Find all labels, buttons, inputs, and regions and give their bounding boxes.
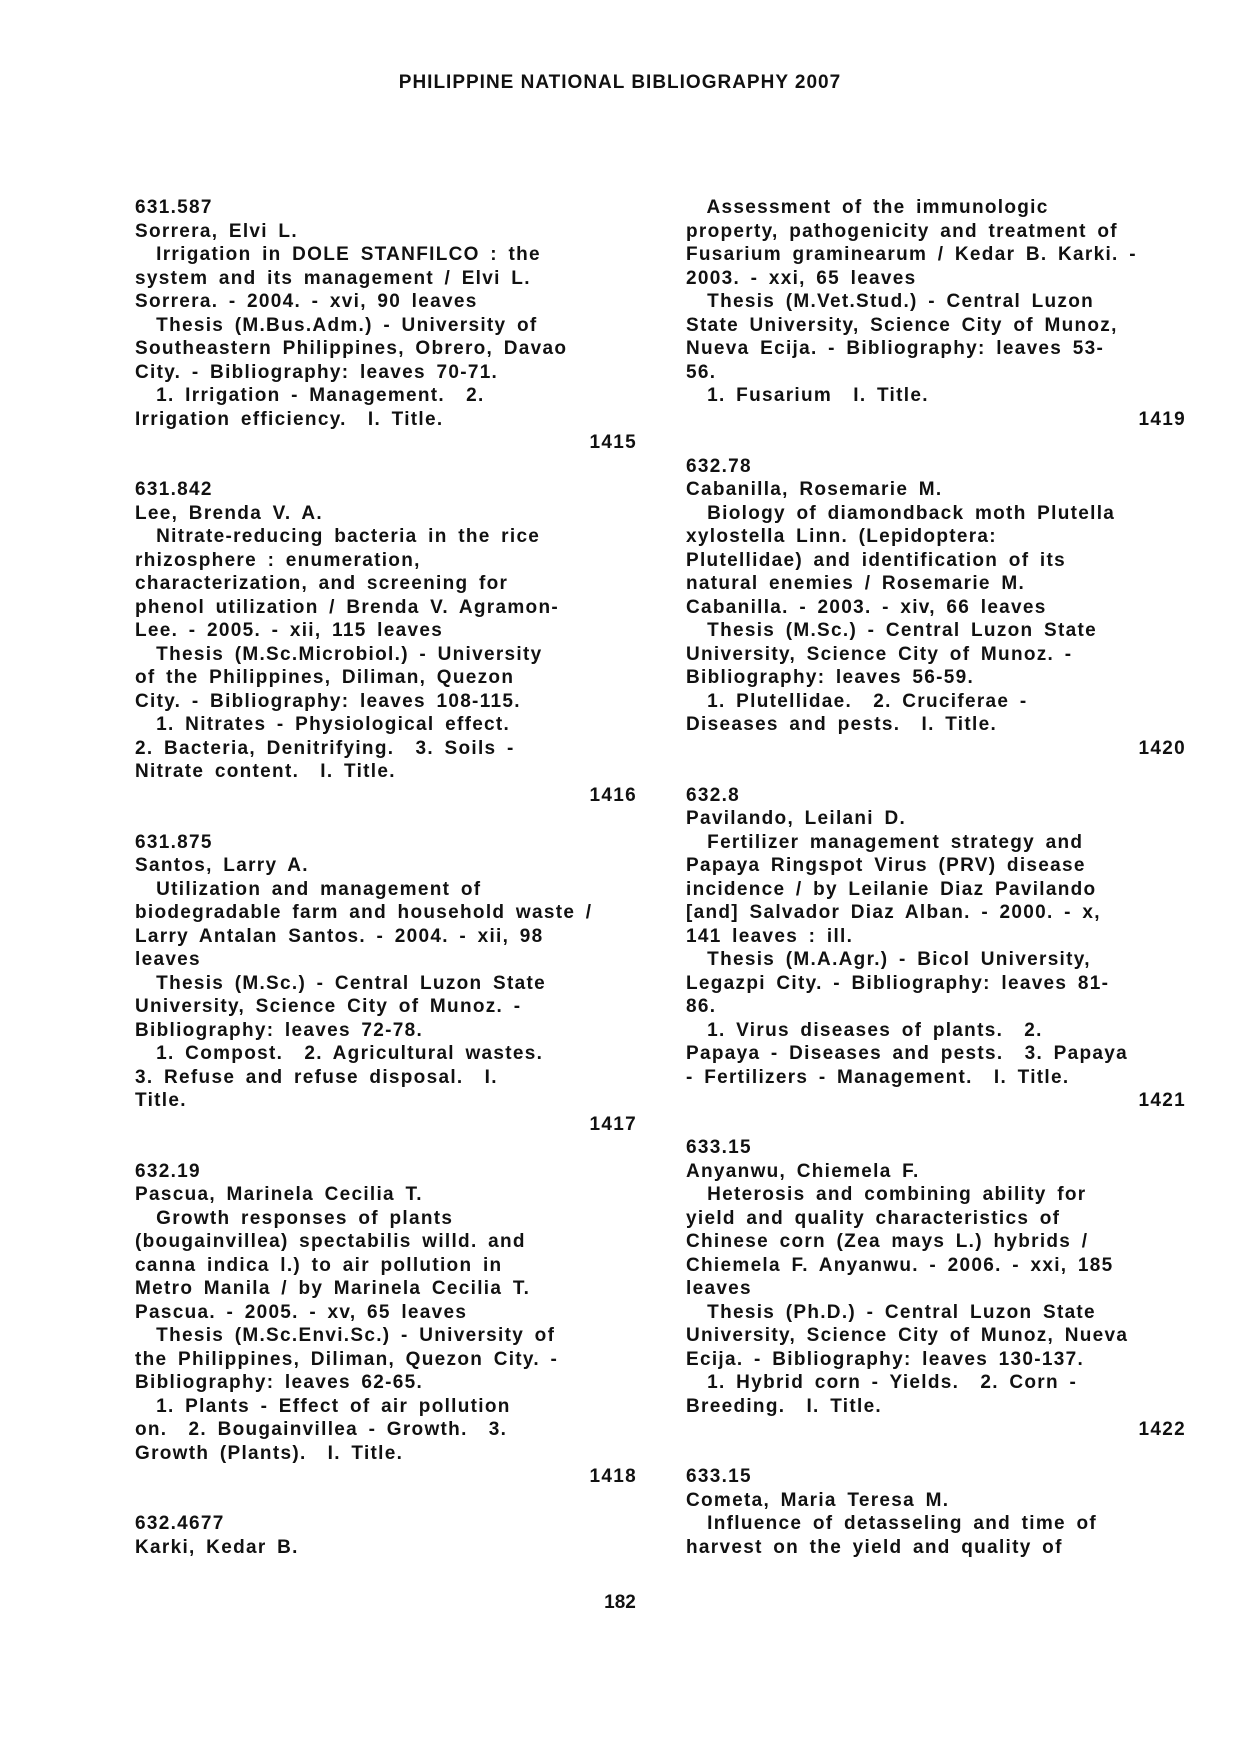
entry-line: Thesis (M.A.Agr.) - Bicol University, xyxy=(686,949,1091,970)
entry-line: 1. Nitrates - Physiological effect. xyxy=(135,714,511,735)
entry-line: Sorrera, Elvi L. xyxy=(135,220,298,242)
entry-line: [and] Salvador Diaz Alban. - 2000. - x, xyxy=(686,902,1101,923)
entry-number: 1422 xyxy=(1138,1419,1186,1440)
entry-line: Bibliography: leaves 72-78. xyxy=(135,1019,424,1041)
entry-line: Pascua, Marinela Cecilia T. xyxy=(135,1184,423,1205)
entry-line: Bibliography: leaves 62-65. xyxy=(135,1372,424,1393)
entry-number: 1416 xyxy=(589,784,637,806)
entry-line: incidence / by Leilanie Diaz Pavilando xyxy=(686,878,1097,900)
entry-line: Nitrate content. I. Title. xyxy=(135,761,396,782)
entry-line: the Philippines, Diliman, Quezon City. - xyxy=(135,1348,559,1370)
entry-line: University, Science City of Munoz. - xyxy=(686,643,1073,665)
bibliography-entry xyxy=(686,784,1186,1113)
bibliography-entry xyxy=(686,1465,1186,1559)
entry-line: Fertilizer management strategy and xyxy=(686,831,1084,853)
entry-line: Breeding. I. Title. xyxy=(686,1395,883,1417)
entry-line: 3. Refuse and refuse disposal. I. xyxy=(135,1066,498,1088)
entry-line: City. - Bibliography: leaves 70-71. xyxy=(135,361,499,383)
entry-line: 631.875 xyxy=(135,831,213,853)
entry-line: Growth responses of plants xyxy=(135,1207,454,1229)
entry-line: Title. xyxy=(135,1090,187,1111)
entry-line: Sorrera. - 2004. - xvi, 90 leaves xyxy=(135,291,478,312)
entry-line: Bibliography: leaves 56-59. xyxy=(686,667,975,688)
entry-line: Cometa, Maria Teresa M. xyxy=(686,1489,950,1511)
entry-line: Pascua. - 2005. - xv, 65 leaves xyxy=(135,1301,468,1323)
entry-line: harvest on the yield and quality of xyxy=(686,1536,1063,1558)
entry-line: 1. Fusarium I. Title. xyxy=(686,385,929,406)
entry-line: Santos, Larry A. xyxy=(135,855,309,876)
entry-line: Diseases and pests. I. Title. xyxy=(686,714,998,735)
entry-number: 1421 xyxy=(1138,1090,1186,1111)
entry-line: rhizosphere : enumeration, xyxy=(135,549,421,571)
entry-line: leaves xyxy=(686,1278,752,1299)
entry-line: canna indica l.) to air pollution in xyxy=(135,1254,503,1276)
entry-line: leaves xyxy=(135,949,201,970)
entry-line: yield and quality characteristics of xyxy=(686,1207,1061,1229)
entry-line: Assessment of the immunologic xyxy=(686,197,1049,218)
entry-line: 632.8 xyxy=(686,784,741,806)
bibliography-entry xyxy=(686,196,1186,431)
entry-line: Utilization and management of xyxy=(135,878,482,900)
right-column xyxy=(686,196,1186,1583)
entry-line: Cabanilla, Rosemarie M. xyxy=(686,479,943,500)
entry-line: Chiemela F. Anyanwu. - 2006. - xxi, 185 xyxy=(686,1254,1114,1276)
bibliography-entry xyxy=(135,1512,637,1559)
entry-line: 633.15 xyxy=(686,1137,752,1158)
entry-number: 1418 xyxy=(589,1466,637,1487)
entry-line: 2003. - xxi, 65 leaves xyxy=(686,267,917,289)
entry-line: University, Science City of Munoz, Nueva xyxy=(686,1325,1129,1346)
entry-line: 86. xyxy=(686,996,717,1017)
entry-line: Larry Antalan Santos. - 2004. - xii, 98 xyxy=(135,925,544,947)
entry-line: Chinese corn (Zea mays L.) hybrids / xyxy=(686,1231,1089,1252)
entry-line: Thesis (M.Sc.Microbiol.) - University xyxy=(135,643,543,665)
entry-line: Anyanwu, Chiemela F. xyxy=(686,1160,920,1182)
entry-line: Papaya - Diseases and pests. 3. Papaya xyxy=(686,1043,1129,1064)
entry-line: State University, Science City of Munoz, xyxy=(686,314,1118,336)
entry-line: biodegradable farm and household waste / xyxy=(135,902,593,923)
entry-line: Metro Manila / by Marinela Cecilia T. xyxy=(135,1278,531,1299)
entry-line: 56. xyxy=(686,361,717,383)
entry-line: Papaya Ringspot Virus (PRV) disease xyxy=(686,855,1086,876)
entry-line: Thesis (M.Sc.) - Central Luzon State xyxy=(686,620,1097,641)
entry-line: Growth (Plants). I. Title. xyxy=(135,1442,404,1464)
entry-line: 632.19 xyxy=(135,1160,201,1182)
entry-line: (bougainvillea) spectabilis willd. and xyxy=(135,1231,526,1252)
entry-line: 1. Compost. 2. Agricultural wastes. xyxy=(135,1043,544,1064)
entry-number: 1415 xyxy=(589,432,637,453)
entry-line: City. - Bibliography: leaves 108-115. xyxy=(135,690,521,712)
entry-line: Lee. - 2005. - xii, 115 leaves xyxy=(135,620,444,641)
entry-line: 631.842 xyxy=(135,479,213,500)
page-header: PHILIPPINE NATIONAL BIBLIOGRAPHY 2007 xyxy=(398,72,842,93)
entry-line: 1. Irrigation - Management. 2. xyxy=(135,385,485,406)
entry-line: Southeastern Philippines, Obrero, Davao xyxy=(135,338,568,359)
entry-line: Cabanilla. - 2003. - xiv, 66 leaves xyxy=(686,596,1047,618)
entry-number: 1419 xyxy=(1138,408,1186,430)
entry-line: 1. Hybrid corn - Yields. 2. Corn - xyxy=(686,1372,1078,1393)
entry-line: Influence of detasseling and time of xyxy=(686,1513,1098,1534)
entry-line: natural enemies / Rosemarie M. xyxy=(686,573,1026,594)
entry-line: Thesis (M.Sc.) - Central Luzon State xyxy=(135,972,546,994)
entry-line: Thesis (Ph.D.) - Central Luzon State xyxy=(686,1301,1096,1323)
entry-line: phenol utilization / Brenda V. Agramon- xyxy=(135,596,559,618)
page-number: 182 xyxy=(604,1592,636,1613)
entry-number: 1417 xyxy=(589,1113,637,1135)
entry-line: - Fertilizers - Management. I. Title. xyxy=(686,1066,1070,1088)
entry-line: 1. Virus diseases of plants. 2. xyxy=(686,1019,1043,1041)
entry-line: 1. Plutellidae. 2. Cruciferae - xyxy=(686,690,1028,712)
entry-number: 1420 xyxy=(1138,737,1186,759)
entry-line: characterization, and screening for xyxy=(135,573,509,594)
entry-line: Fusarium graminearum / Kedar B. Karki. - xyxy=(686,244,1137,265)
entry-line: Thesis (M.Sc.Envi.Sc.) - University of xyxy=(135,1325,556,1346)
left-column xyxy=(135,196,637,1583)
entry-line: of the Philippines, Diliman, Quezon xyxy=(135,667,515,688)
bibliography-entry xyxy=(135,1160,637,1489)
entry-line: Legazpi City. - Bibliography: leaves 81- xyxy=(686,972,1110,994)
entry-line: 1. Plants - Effect of air pollution xyxy=(135,1395,511,1417)
entry-line: University, Science City of Munoz. - xyxy=(135,996,522,1017)
entry-line: Karki, Kedar B. xyxy=(135,1536,299,1558)
bibliography-entry xyxy=(135,196,637,455)
bibliography-entry xyxy=(686,1136,1186,1442)
entry-line: 631.587 xyxy=(135,197,213,218)
entry-line: 141 leaves : ill. xyxy=(686,925,854,947)
entry-line: system and its management / Elvi L. xyxy=(135,267,531,289)
entry-line: Pavilando, Leilani D. xyxy=(686,808,907,829)
entry-line: Biology of diamondback moth Plutella xyxy=(686,502,1116,524)
bibliography-entry xyxy=(135,831,637,1137)
entry-line: 632.4677 xyxy=(135,1513,225,1534)
entry-line: Thesis (M.Vet.Stud.) - Central Luzon xyxy=(686,291,1095,312)
entry-line: Thesis (M.Bus.Adm.) - University of xyxy=(135,314,538,336)
entry-line: Nitrate-reducing bacteria in the rice xyxy=(135,526,541,547)
entry-line: xylostella Linn. (Lepidoptera: xyxy=(686,526,997,547)
entry-line: on. 2. Bougainvillea - Growth. 3. xyxy=(135,1419,508,1440)
entry-line: Lee, Brenda V. A. xyxy=(135,502,323,524)
entry-line: Ecija. - Bibliography: leaves 130-137. xyxy=(686,1348,1085,1370)
bibliography-entry xyxy=(135,478,637,807)
entry-line: Plutellidae) and identification of its xyxy=(686,549,1066,571)
entry-line: 2. Bacteria, Denitrifying. 3. Soils - xyxy=(135,737,515,759)
entry-line: Nueva Ecija. - Bibliography: leaves 53- xyxy=(686,338,1105,359)
entry-line: property, pathogenicity and treatment of xyxy=(686,220,1118,242)
bibliography-entry xyxy=(686,455,1186,761)
entry-line: Irrigation in DOLE STANFILCO : the xyxy=(135,244,541,265)
entry-line: 632.78 xyxy=(686,455,752,477)
entry-line: Irrigation efficiency. I. Title. xyxy=(135,408,444,430)
entry-line: Heterosis and combining ability for xyxy=(686,1184,1087,1205)
entry-line: 633.15 xyxy=(686,1466,752,1487)
